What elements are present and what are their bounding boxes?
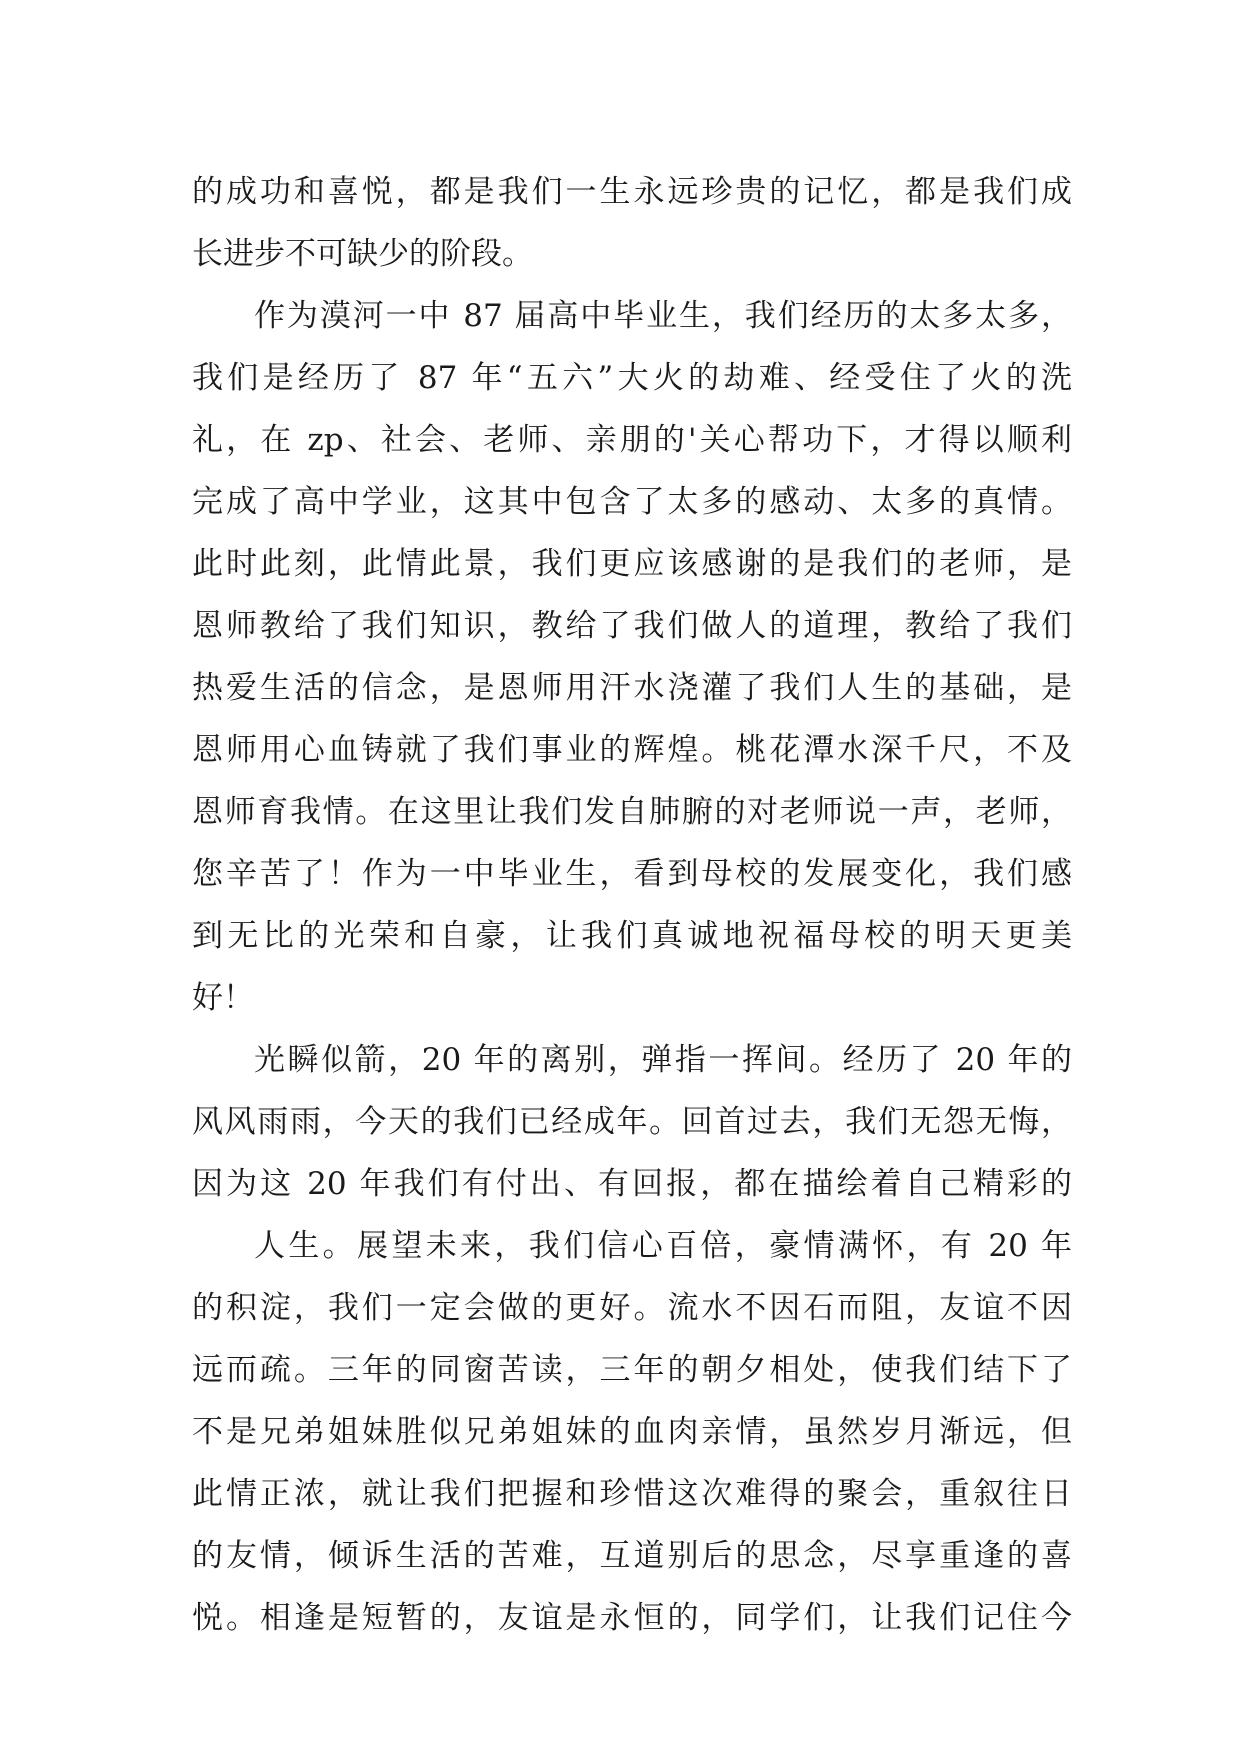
text-line: 好！: [192, 980, 254, 1016]
text-line: 的积淀，我们一定会做的更好。流水不因石而阻，友谊不因: [192, 1290, 1072, 1326]
text-line: 您辛苦了！作为一中毕业生，看到母校的发展变化，我们感: [192, 856, 1072, 892]
body-text: [192, 161, 1072, 1649]
text-line: 作为漠河一中 87 届高中毕业生，我们经历的太多太多，: [254, 298, 1072, 334]
text-line: 礼，在 zp、社会、老师、亲朋的'关心帮功下，才得以顺利: [192, 422, 1072, 458]
text-line: 恩师育我情。在这里让我们发自肺腑的对老师说一声，老师，: [192, 794, 1072, 830]
text-line: 此情正浓，就让我们把握和珍惜这次难得的聚会，重叙往日: [192, 1476, 1072, 1512]
text-line: 悦。相逢是短暂的，友谊是永恒的，同学们，让我们记住今: [192, 1600, 1072, 1636]
text-line: 此时此刻，此情此景，我们更应该感谢的是我们的老师，是: [192, 546, 1072, 582]
text-line: 风风雨雨，今天的我们已经成年。回首过去，我们无怨无悔，: [192, 1104, 1072, 1140]
text-line: 不是兄弟姐妹胜似兄弟姐妹的血肉亲情，虽然岁月渐远，但: [192, 1414, 1072, 1450]
text-line: 人生。展望未来，我们信心百倍，豪情满怀，有 20 年: [254, 1228, 1072, 1264]
text-line: 我们是经历了 87 年“五六”大火的劫难、经受住了火的洗: [192, 360, 1072, 396]
text-line: 长进步不可缺少的阶段。: [192, 236, 533, 272]
text-line: 完成了高中学业，这其中包含了太多的感动、太多的真情。: [192, 484, 1072, 520]
text-line: 恩师教给了我们知识，教给了我们做人的道理，教给了我们: [192, 608, 1072, 644]
text-line: 光瞬似箭，20 年的离别，弹指一挥间。经历了 20 年的: [254, 1042, 1072, 1078]
text-line: 的友情，倾诉生活的苦难，互道别后的思念，尽享重逢的喜: [192, 1538, 1072, 1574]
text-line: 到无比的光荣和自豪，让我们真诚地祝福母校的明天更美: [192, 918, 1072, 954]
text-line: 远而疏。三年的同窗苦读，三年的朝夕相处，使我们结下了: [192, 1352, 1072, 1388]
text-line: 恩师用心血铸就了我们事业的辉煌。桃花潭水深千尺，不及: [192, 732, 1072, 768]
text-line: 热爱生活的信念，是恩师用汗水浇灌了我们人生的基础，是: [192, 670, 1072, 706]
text-line: 的成功和喜悦，都是我们一生永远珍贵的记忆，都是我们成: [192, 174, 1072, 210]
text-line: 因为这 20 年我们有付出、有回报，都在描绘着自己精彩的: [192, 1166, 1072, 1202]
